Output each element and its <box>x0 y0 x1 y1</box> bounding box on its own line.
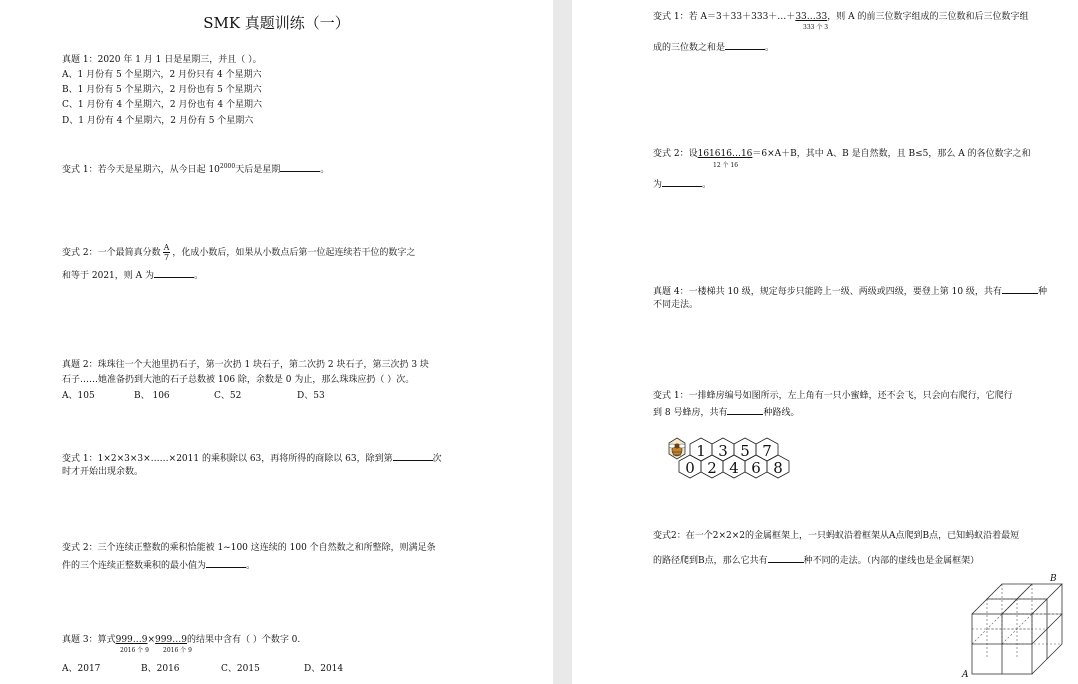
underbrace-label-1: 2016 个 9 <box>120 647 149 654</box>
answer-blank <box>662 177 702 187</box>
variant-1-2-text-before: 变式 2：一个最简真分数 <box>62 248 161 258</box>
answer-blank <box>393 451 433 461</box>
variant-2-1-line-1-text: 变式 1：1×2×3×3×……×2011 的乘积除以 63，再将所得的商除以 63，除到第 <box>62 454 393 464</box>
variant-1-1-end: 。 <box>320 165 330 175</box>
cell-label-3: 3 <box>718 442 728 460</box>
question-4-line-1 <box>653 284 1047 298</box>
variant-1-1 <box>62 161 329 176</box>
honeycomb-figure <box>660 436 810 492</box>
variant-2-2-end: 。 <box>246 561 256 571</box>
repeated-threes: 33…33 <box>795 12 828 22</box>
variant-4-2-line-2-end: 种不同的走法。（内部的虚线也是金属框架） <box>803 556 980 566</box>
variant-1-2 <box>62 243 415 262</box>
answer-blank <box>727 405 763 415</box>
variant-4-1-line-2 <box>653 405 799 419</box>
page-right <box>572 0 1078 684</box>
variant-3-1-text-before: 变式 1：若 A＝3＋33＋333＋…＋ <box>653 12 796 22</box>
question-3-text-before: 真题 3：算式 <box>62 635 116 645</box>
cell-label-6: 6 <box>751 459 761 477</box>
question-4-line-2: 不同走法。 <box>653 300 699 310</box>
variant-3-1-text-after: ，则 A 的前三位数字组成的三位数和后三位数字组 <box>827 12 1029 22</box>
fraction-a-over-7 <box>163 243 171 262</box>
question-2-option-a: A、105 <box>62 391 95 401</box>
variant-2-2-line-2 <box>62 558 255 572</box>
question-2-option-c: C、52 <box>214 391 242 401</box>
question-4-line-1-end: 种 <box>1037 287 1047 297</box>
cell-label-2: 2 <box>707 459 717 477</box>
variant-1-2-line-2 <box>62 268 203 282</box>
times-sign: × <box>147 635 156 645</box>
repeated-nines-1: 999…9 <box>115 635 148 645</box>
variant-3-2-line-2-text: 为 <box>653 180 663 190</box>
variant-1-2-line-2-text: 和等于 2021，则 A 为 <box>62 271 154 281</box>
cell-label-7: 7 <box>762 442 772 460</box>
question-3-option-c: C、2015 <box>221 664 260 674</box>
question-2-option-b: B、 106 <box>134 391 170 401</box>
variant-1-2-text-after: ，化成小数后，如果从小数点后第一位起连续若干位的数字之 <box>172 248 416 258</box>
fraction-numerator: A <box>163 243 170 252</box>
variant-3-2-text-before: 变式 2：设 <box>653 149 698 159</box>
answer-blank <box>725 40 765 50</box>
question-3-option-b: B、2016 <box>141 664 180 674</box>
fraction-denominator: 7 <box>163 253 170 262</box>
question-1-option-b: B、1 月份有 5 个星期六，2 月份也有 5 个星期六 <box>62 85 262 95</box>
cube-frame-figure <box>958 570 1066 678</box>
variant-3-1-line-1 <box>653 11 1028 23</box>
cell-label-0: 0 <box>685 459 695 477</box>
variant-3-2-text-after: ＝6×A＋B，其中 A、B 是自然数，且 B≤5，那么 A 的各位数字之和 <box>752 149 1031 159</box>
question-1-option-c: C、1 月份有 4 个星期六，2 月份也有 4 个星期六 <box>62 100 262 110</box>
variant-4-1-line-2-end: 种路线。 <box>763 408 800 418</box>
point-b-label: B <box>1050 574 1057 584</box>
honeycomb-bottom-row <box>679 455 789 478</box>
answer-blank <box>206 558 246 568</box>
answer-blank <box>1002 284 1038 294</box>
variant-4-1-line-2-text: 到 8 号蜂房，共有 <box>653 408 728 418</box>
variant-2-2-line-1: 变式 2：三个连续正整数的乘积恰能被 1~100 这连续的 100 个自然数之和所整除，则满足条 <box>62 543 436 553</box>
question-4-line-1-text: 真题 4：一楼梯共 10 级，规定每步只能跨上一级、两级或四级，要登上第 10 级，共有 <box>653 287 1002 297</box>
variant-3-2-end: 。 <box>702 180 712 190</box>
cell-label-5: 5 <box>740 442 750 460</box>
variant-2-1-line-2: 时才开始出现余数。 <box>62 467 144 477</box>
underbrace-label-sixteens: 12 个 16 <box>713 162 739 169</box>
underbrace-label-2: 2016 个 9 <box>163 647 192 654</box>
answer-blank <box>768 553 804 563</box>
question-2-option-d: D、53 <box>297 391 325 401</box>
question-1-option-a: A、1 月份有 5 个星期六，2 月份只有 4 个星期六 <box>62 70 262 80</box>
question-1-option-d: D、1 月份有 4 个星期六，2 月份有 5 个星期六 <box>62 116 254 126</box>
variant-2-1-line-1 <box>62 451 442 465</box>
question-2-line-1: 真题 2：珠珠往一个大池里扔石子，第一次扔 1 块石子，第二次扔 2 块石子，第三次扔 3 块 <box>62 360 429 370</box>
page-title: SMK 真题训练（一） <box>203 14 350 32</box>
variant-3-2-line-1 <box>653 148 1031 160</box>
question-3 <box>62 634 300 646</box>
bee-icon <box>669 438 685 459</box>
honeycomb-top-row <box>690 438 778 461</box>
variant-1-1-exponent: 2000 <box>219 163 236 170</box>
variant-4-1-line-1: 变式 1：一排蜂房编号如图所示，左上角有一只小蜜蜂，还不会飞，只会向右爬行，它爬行 <box>653 391 1013 401</box>
question-1-stem: 真题 1：2020 年 1 月 1 日是星期三，并且（ ）。 <box>62 55 262 65</box>
question-3-text-after: 的结果中含有（ ）个数字 0. <box>186 635 301 645</box>
variant-4-2-line-2-text: 的路径爬到B点，那么它共有 <box>653 556 768 566</box>
variant-4-2-line-1: 变式2：在一个2×2×2的金属框架上，一只蚂蚁沿着框架从A点爬到B点，已知蚂蚁沿着最短 <box>653 531 1020 541</box>
variant-3-1-line-2 <box>653 40 774 54</box>
answer-blank <box>154 268 194 278</box>
repeated-nines-2: 999…9 <box>155 635 187 645</box>
answer-blank <box>280 162 320 172</box>
question-3-option-a: A、2017 <box>62 664 101 674</box>
cell-label-8: 8 <box>773 459 783 477</box>
question-3-option-d: D、2014 <box>304 664 344 674</box>
cell-label-4: 4 <box>729 459 739 477</box>
variant-1-2-end: 。 <box>194 271 204 281</box>
variant-1-1-text-before: 变式 1：若今天是星期六，从今日起 10 <box>62 165 220 175</box>
variant-1-1-text-after: 天后是星期 <box>235 165 281 175</box>
cube-back-dashed-frame <box>972 584 1062 659</box>
point-a-label: A <box>962 670 969 678</box>
variant-3-2-line-2 <box>653 177 711 191</box>
variant-2-2-line-2-text: 件的三个连续正整数乘积的最小值为 <box>62 561 207 571</box>
variant-3-1-line-2-text: 成的三位数之和是 <box>653 43 726 53</box>
variant-2-1-line-1-end: 次 <box>432 454 442 464</box>
cell-label-1: 1 <box>696 442 706 460</box>
variant-4-2-line-2 <box>653 553 979 567</box>
question-2-line-2: 石子……她准备扔到大池的石子总数被 106 除，余数是 0 为止，那么珠珠应扔（ ）次。 <box>62 375 415 385</box>
variant-3-1-end: 。 <box>765 43 775 53</box>
repeated-sixteens: 161616…16 <box>697 149 753 159</box>
underbrace-label-threes: 333 个 3 <box>803 24 829 31</box>
